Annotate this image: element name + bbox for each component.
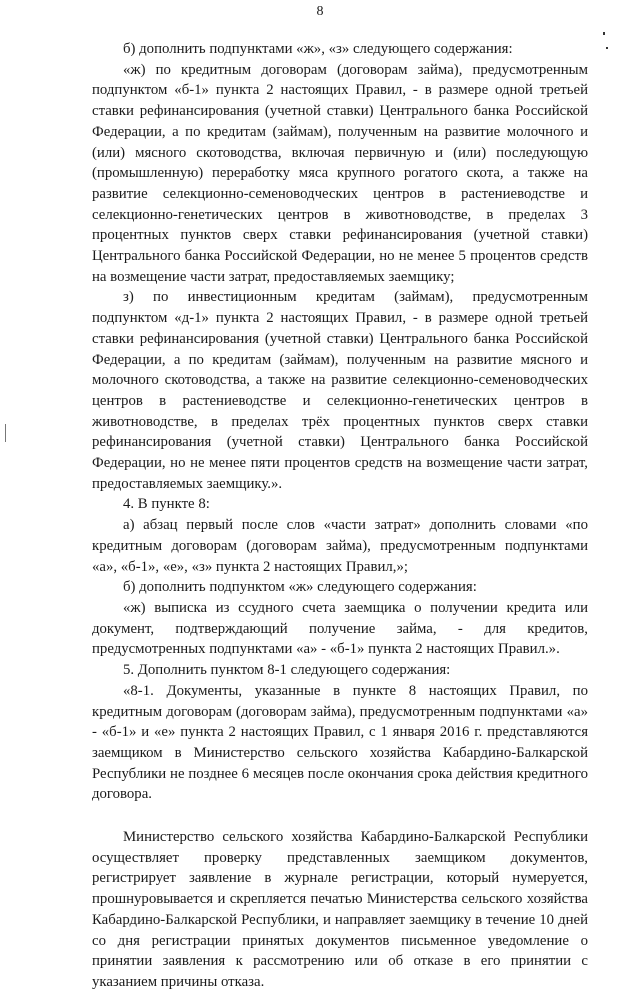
paragraph-4b: б) дополнить подпунктом «ж» следующего содержания: [123, 579, 477, 596]
page-number: 8 [316, 4, 324, 19]
paragraph-item-5: 5. Дополнить пунктом 8-1 следующего содержания: [123, 662, 451, 679]
paragraph-ministry: Министерство сельского хозяйства Кабардино-Балкарской Республики осуществляет проверку представленных заемщиком документов, регистрирует заявление в журнале регистрации, который нумеруется, прошнуровывается и скрепляется печатью Министерства сельского хозяйства Кабардино-Балкарской Республики, и направляет заемщику в течение 10 дней со дня регистрации принятых документов письменное уведомление о принятии заявления к рассмотрению или об отказе в его принятии с указанием причины отказа. [92, 829, 588, 990]
paragraph-item-4: 4. В пункте 8: [123, 496, 210, 513]
paragraph-zh: «ж) по кредитным договорам (договорам займа), предусмотренным подпунктом «б-1» пункта 2 настоящих Правил, - в размере одной третьей ставки рефинансирования (учетной ставки) Центрального банка Российской Федерации, а по кредитам (займам), полученным на развитие молочного и (или) мясного скотоводства, включая первичную и (или) последующую (промышленную) переработку мяса крупного рогатого скота, а также на развитие селекционно-семеноводческих центров в растениеводстве и селекционно-генетических центров в животноводстве, в пределах 3 процентных пунктов сверх ставки рефинансирования (учетной ставки) Центрального банка Российской Федерации, но не менее 5 процентов средств на возмещение части затрат, предоставляемых заемщику; [92, 61, 588, 285]
scan-speck [603, 32, 605, 35]
scan-line-left [5, 424, 6, 442]
scan-speck [606, 47, 608, 49]
paragraph-4b-zh: «ж) выписка из ссудного счета заемщика о получении кредита или документ, подтверждающий получение займа, - для кредитов, предусмотренных подпунктами «а» - «б-1» пункта 2 настоящих Правил.». [92, 599, 588, 658]
document-body [92, 39, 588, 993]
paragraph-4a: а) абзац первый после слов «части затрат» дополнить словами «по кредитным договорам (договорам займа), предусмотренным подпунктами «а», «б-1», «е», «з» пункта 2 настоящих Правил,»; [92, 517, 588, 575]
paragraph-8-1: «8-1. Документы, указанные в пункте 8 настоящих Правил, по кредитным договорам (договорам займа), предусмотренным подпунктами «а» - «б-1» и «е» пункта 2 настоящих Правил, с 1 января 2016 г. представляются заемщиком в Министерство сельского хозяйства Кабардино-Балкарской Республики не позднее 6 месяцев после окончания срока действия кредитного договора. [92, 682, 588, 803]
paragraph-z: з) по инвестиционным кредитам (займам), предусмотренным подпунктом «д-1» пункта 2 настоящих Правил, - в размере одной третьей ставки рефинансирования (учетной ставки) Центрального банка Российской Федерации, а по кредитам (займам), полученным на развитие мясного и молочного скотоводства, а также на развитие селекционно-семеноводческих центров в растениеводстве и селекционно-генетических центров в животноводстве, в пределах трёх процентных пунктов сверх ставки рефинансирования (учетной ставки) Центрального банка Российской Федерации, но не менее пяти процентов средств на возмещение части затрат, предоставляемых заемщику.». [92, 289, 588, 492]
paragraph-b-intro: б) дополнить подпунктами «ж», «з» следующего содержания: [123, 41, 513, 57]
